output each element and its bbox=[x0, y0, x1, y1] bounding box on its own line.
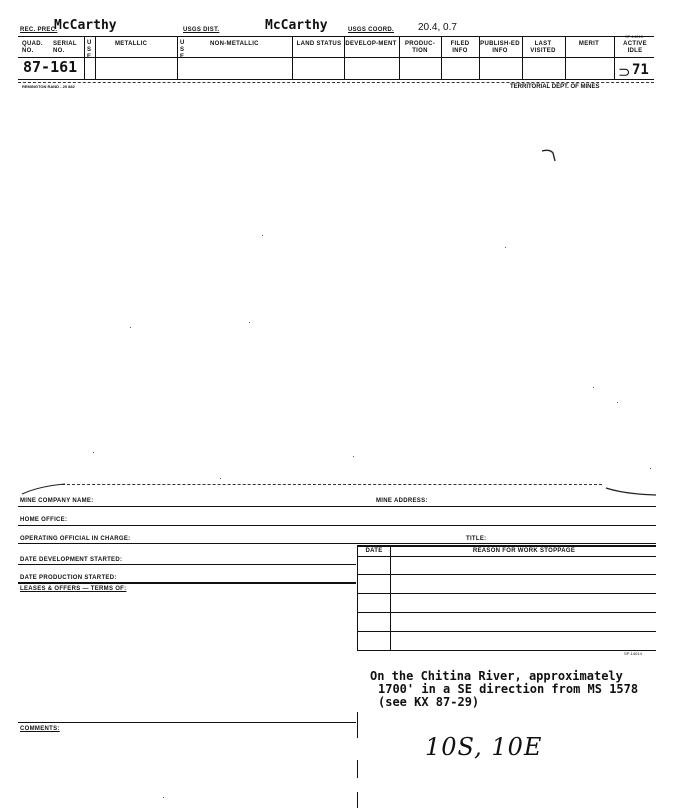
date-production-label: DATE PRODUCTION STARTED: bbox=[20, 575, 117, 581]
quad-serial-value: 87-161 bbox=[23, 58, 78, 76]
operating-official-label: OPERATING OFFICIAL IN CHARGE: bbox=[20, 536, 131, 542]
leases-offers-label: LEASES & OFFERS — TERMS OF: bbox=[20, 586, 127, 592]
form-number-top: SP-14013 bbox=[625, 34, 643, 39]
header-rule-1 bbox=[18, 36, 654, 37]
title-label: TITLE: bbox=[466, 536, 487, 542]
stoppage-reason-header: REASON FOR WORK STOPPAGE bbox=[472, 548, 576, 554]
non-metallic-label: NON-METALLIC bbox=[210, 41, 259, 47]
location-note: On the Chitina River, approximately 1700' in a SE direction from MS 1578 (see KX 87-29) bbox=[370, 669, 639, 709]
metallic-label: METALLIC bbox=[115, 41, 148, 47]
active-idle-label: ACTIVE IDLE bbox=[623, 41, 647, 54]
filed-info-label: FILED INFO bbox=[450, 41, 470, 54]
mine-address-label: MINE ADDRESS: bbox=[376, 498, 428, 504]
printer-imprint: REMINGTON RAND - 20 882 bbox=[22, 84, 75, 89]
mine-company-label: MINE COMPANY NAME: bbox=[20, 498, 94, 504]
production-label: PRODUC-TION bbox=[404, 41, 436, 54]
handwritten-township-range: 10S, 10E bbox=[425, 733, 543, 761]
usgs-coord-label: USGS COORD. bbox=[348, 27, 394, 33]
date-development-label: DATE DEVELOPMENT STARTED: bbox=[20, 557, 123, 563]
rec-prec-value: McCarthy bbox=[54, 18, 117, 33]
rec-prec-label: REC. PREC. bbox=[20, 27, 58, 33]
header-rule-2 bbox=[18, 57, 654, 58]
active-idle-mark-icon: ⊃ bbox=[618, 64, 631, 81]
usgs-dist-label: USGS DIST. bbox=[183, 27, 220, 33]
stoppage-date-header: DATE bbox=[365, 548, 383, 554]
agency-name: TERRITORIAL DEPT. OF MINES bbox=[510, 84, 600, 90]
usgs-dist-value: McCarthy bbox=[265, 18, 328, 33]
serial-no-label: SERIAL NO. bbox=[53, 41, 77, 54]
quad-no-label: QUAD. NO. bbox=[22, 41, 43, 54]
use-code-right: U S E bbox=[180, 40, 185, 60]
land-status-label: LAND STATUS bbox=[296, 41, 342, 47]
comments-label: COMMENTS: bbox=[20, 726, 60, 732]
last-visited-label: LAST VISITED bbox=[530, 41, 556, 54]
development-label: DEVELOP-MENT bbox=[345, 41, 397, 47]
header-rule-3 bbox=[18, 79, 654, 80]
form-number-bottom: SP-14014 bbox=[624, 651, 642, 656]
stray-mark-icon bbox=[540, 146, 560, 166]
usgs-coord-value: 20.4, 0.7 bbox=[418, 22, 457, 33]
active-idle-value: 71 bbox=[632, 62, 649, 78]
merit-label: MERIT bbox=[578, 41, 600, 47]
use-code-left: U S E bbox=[87, 40, 92, 60]
home-office-label: HOME OFFICE: bbox=[20, 517, 68, 523]
published-info-label: PUBLISH-ED INFO bbox=[480, 41, 520, 54]
